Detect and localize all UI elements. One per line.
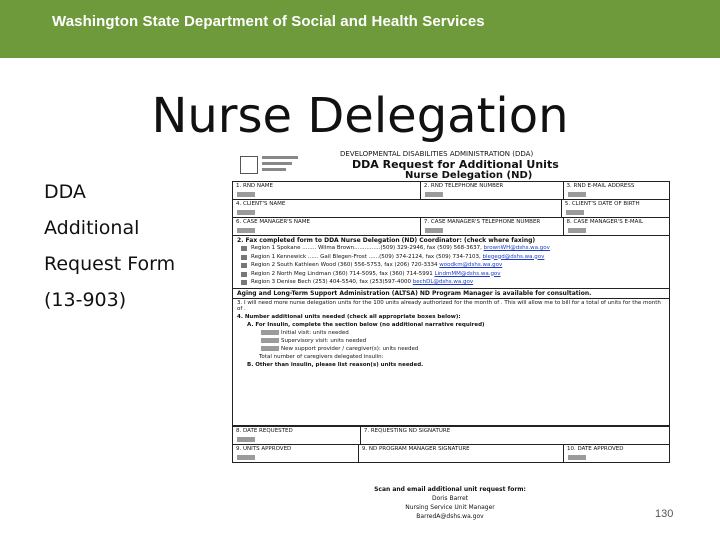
region-row: Region 3 Denise Bech (253) 404-5540, fax (253)597-4000 bechDL@dshs.wa.gov — [233, 279, 669, 288]
region-row: Region 1 Spokane ........ Wilma Brown...............(509) 329-2946, fax (509) 568-3637, brownWH@dshs.wa.gov — [233, 245, 669, 254]
footer-line: Doris Barret — [432, 495, 468, 502]
form-row — [233, 427, 669, 445]
region-row: Region 2 South Kathleen Wood (360) 556-5753, fax (206) 720-3334 woodkm@dshs.wa.gov — [233, 262, 669, 271]
form-image — [230, 148, 670, 533]
checkbox-icon — [241, 255, 247, 260]
insulin-line: A. For Insulin, complete the section below (no additional narrative required) — [247, 321, 485, 328]
units-section — [233, 299, 669, 427]
form-cell: 8. DATE REQUESTED — [233, 427, 361, 444]
form-cell: 7. CASE MANAGER'S TELEPHONE NUMBER — [421, 218, 564, 235]
form-cell: 4. CLIENT'S NAME — [233, 200, 562, 217]
form-cell: 5. CLIENT'S DATE OF BIRTH — [562, 200, 669, 217]
side-line: Request Form — [44, 253, 176, 275]
slide-title: Nurse Delegation — [151, 88, 569, 144]
form-cell: 9. ND PROGRAM MANAGER SIGNATURE — [359, 445, 564, 462]
form-cell: 9. UNITS APPROVED — [233, 445, 359, 462]
form-cell: 3. RND E-MAIL ADDRESS — [564, 182, 669, 199]
form-cell: 8. CASE MANAGER'S E-MAIL — [564, 218, 669, 235]
banner-text: Washington State Department of Social and Health Services — [52, 13, 485, 30]
form-cell: 10. DATE APPROVED — [564, 445, 669, 462]
fax-section — [233, 236, 669, 299]
dshs-logo-icon — [240, 150, 310, 178]
form-grid — [232, 181, 670, 463]
form-row — [233, 445, 669, 462]
units-line: 4. Number additional units needed (check all appropriate boxes below): — [237, 313, 461, 320]
page-number: 130 — [655, 508, 674, 520]
form-heading-main: DDA Request for Additional Units — [352, 158, 559, 171]
checkbox-icon — [241, 272, 247, 277]
footer-line: Scan and email additional unit request form: — [374, 486, 526, 493]
side-text — [44, 174, 175, 318]
form-cell: 2. RND TELEPHONE NUMBER — [421, 182, 564, 199]
insulin-item: Supervisory visit: units needed — [233, 337, 669, 345]
side-line: Additional — [44, 217, 140, 239]
checkbox-icon — [241, 263, 247, 268]
form-heading-small: DEVELOPMENTAL DISABILITIES ADMINISTRATION (DDA) — [340, 150, 534, 158]
region-row: Region 2 North Meg Lindman (360) 714-5095, fax (360) 714-5991 LindmMM@dshs.wa.gov — [233, 271, 669, 280]
checkbox-icon — [241, 246, 247, 251]
header-banner — [0, 0, 720, 58]
form-cell: 6. CASE MANAGER'S NAME — [233, 218, 421, 235]
form-row — [233, 182, 669, 200]
form-heading-sub: Nurse Delegation (ND) — [405, 170, 533, 181]
form-row — [233, 200, 669, 218]
form-row — [233, 218, 669, 236]
region-row: Region 1 Kennewick ...... Gail Blegen-Frost ......(509) 374-2124, fax (509) 734-7103, blegegd@dshs.wa.gov — [233, 254, 669, 263]
checkbox-icon — [241, 280, 247, 285]
footer-line: Nursing Service Unit Manager — [405, 504, 495, 511]
form-cell: 7. REQUESTING ND SIGNATURE — [363, 427, 451, 434]
insulin-item: Initial visit: units needed — [233, 329, 669, 337]
blank-area — [233, 369, 669, 426]
form-cell: 1. RND NAME — [233, 182, 421, 199]
aging-note: Aging and Long-Term Support Administration (ALTSA) ND Program Manager is available for consultation. — [233, 288, 669, 298]
fax-section-title: 2. Fax completed form to DDA Nurse Delegation (ND) Coordinator: (check where faxing) — [237, 237, 536, 244]
units-line: 3. I will need more nurse delegation units for the 100 units already authorized for the month of . This will allow me to bill for a total of units for the month of . — [237, 299, 661, 312]
insulin-item: Total number of caregivers delegated insulin: — [259, 353, 384, 360]
insulin-item: New support provider / caregiver(s): units needed — [233, 345, 669, 353]
footer-email: BarredA@dshs.wa.gov — [416, 513, 484, 520]
other-line: B. Other than insulin, please list reason(s) units needed. — [247, 361, 424, 368]
side-line: (13-903) — [44, 289, 127, 311]
side-line: DDA — [44, 181, 86, 203]
